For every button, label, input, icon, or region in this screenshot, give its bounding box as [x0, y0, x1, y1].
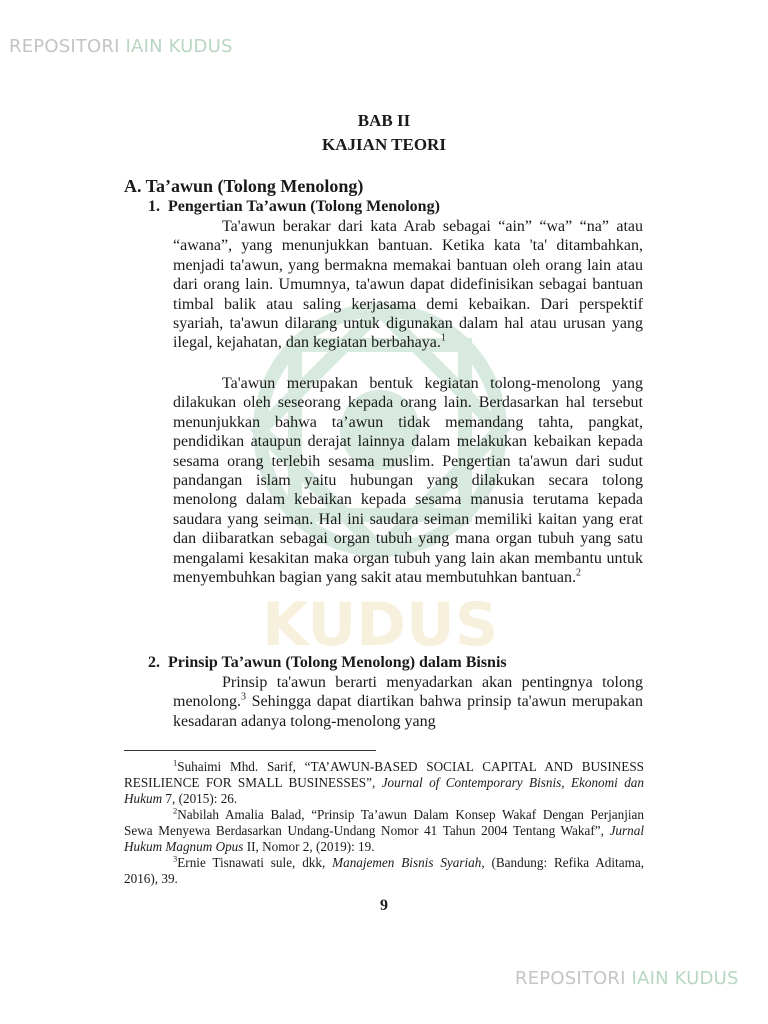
repository-label: REPOSITORI [9, 36, 120, 57]
footnote-text: Suhaimi Mhd. Sarif, “TA’AWUN-BASED SOCIAL CAPITAL AND BUSINESS RESILIENCE FOR SMALL BUSINESSES”, [124, 759, 644, 790]
institution-label: IAIN KUDUS [631, 968, 739, 989]
footnote-source-title: Manajemen Bisnis Syariah [332, 855, 482, 870]
chapter-number: BAB II [357, 111, 411, 130]
footnote-text-end: 7, (2015): 26. [162, 791, 238, 806]
footnote-ref-3: 3 [241, 692, 246, 704]
footnote-text: Nabilah Amalia Balad, “Prinsip Ta’awun Dalam Konsep Wakaf Dengan Perjanjian Sewa Menyewa Berdasarkan Undang-Undang Nomor 41 Tahun 2004 Tentang Wakaf”, [124, 807, 644, 838]
footnote-number: 1 [173, 757, 178, 768]
repository-watermark-bottom [515, 968, 739, 989]
paragraph-text: Ta'awun berakar dari kata Arab sebagai “ain” “wa” “na” atau “awana”, yang menunjukkan bantuan. Ketika kata 'ta' ditambahkan, menjadi ta'awun, yang bermakna memakai bantuan oleh orang lain atau dari orang lain. Umumnya, ta'awun dapat didefinisikan sebagai bantuan timbal balik atau saling kerjasama demi kebaikan. Dari perspektif syariah, ta'awun dilarang untuk digunakan dalam hal atau urusan yang ilegal, kejahatan, dan kegiatan berbahaya. [173, 218, 643, 352]
footnote-ref-1: 1 [440, 333, 446, 345]
logo-wordmark: KUDUS [262, 590, 498, 660]
page-number: 9 [380, 897, 388, 914]
subsection-heading-2: 2. Prinsip Ta’awun (Tolong Menolong) dalam Bisnis [148, 654, 507, 671]
repository-label: REPOSITORI [515, 968, 626, 989]
footnote-text-end: II, Nomor 2, (2019): 19. [243, 839, 375, 854]
footnote-1 [124, 759, 644, 807]
paragraph-principle [173, 673, 643, 731]
institution-label: IAIN KUDUS [125, 36, 233, 57]
paragraph-text-continued: Sehingga dapat diartikan bahwa prinsip ta'awun merupakan kesadaran adanya tolong-menolong yang [173, 693, 643, 730]
paragraph-islamic-view [173, 374, 643, 587]
footnote-number: 3 [173, 853, 178, 864]
footnote-source-title: Journal of Contemporary Bisnis, Ekonomi dan Hukum [124, 775, 644, 806]
footnote-2 [124, 807, 644, 855]
paragraph-text: Ta'awun merupakan bentuk kegiatan tolong-menolong yang dilakukan oleh seseorang kepada orang lain. Berdasarkan hal tersebut menunjukkan bahwa ta’awun tidak memandang tahta, pangkat, pendidikan ataupun derajat lainnya dalam melakukan kebaikan kepada sesama orang terlebih sesama muslim. Pengertian ta'awun dari sudut pandangan islam yaitu hubungan yang dilakukan secara tolong menolong dalam kebaikan kepada sesama manusia terutama kepada saudara yang seiman. Hal ini saudara seiman memiliki kaitan yang erat dan diibaratkan sebagai organ tubuh yang mana organ tubuh yang satu mengalami kesakitan maka organ tubuh yang lain akan membantu untuk menyembuhkan bagian yang sakit atau membutuhkan bantuan. [173, 375, 643, 587]
section-heading: A. Ta’awun (Tolong Menolong) [124, 176, 364, 196]
footnote-ref-2: 2 [576, 567, 581, 579]
paragraph-text: Prinsip ta'awun berarti menyadarkan akan pentingnya tolong menolong. [173, 674, 643, 711]
footnote-text-end: , (Bandung: Refika Aditama, 2016), 39. [124, 855, 644, 886]
footnote-number: 2 [173, 805, 178, 816]
paragraph-definition [173, 217, 643, 353]
footnote-separator [124, 750, 376, 751]
footnote-source-title: Jurnal Hukum Magnum Opus [124, 823, 644, 854]
chapter-title: KAJIAN TEORI [322, 135, 446, 154]
footnote-3 [124, 855, 644, 887]
footnote-text: Ernie Tisnawati sule, dkk, [177, 855, 333, 870]
subsection-heading-1: 1. Pengertian Ta’awun (Tolong Menolong) [148, 198, 440, 215]
